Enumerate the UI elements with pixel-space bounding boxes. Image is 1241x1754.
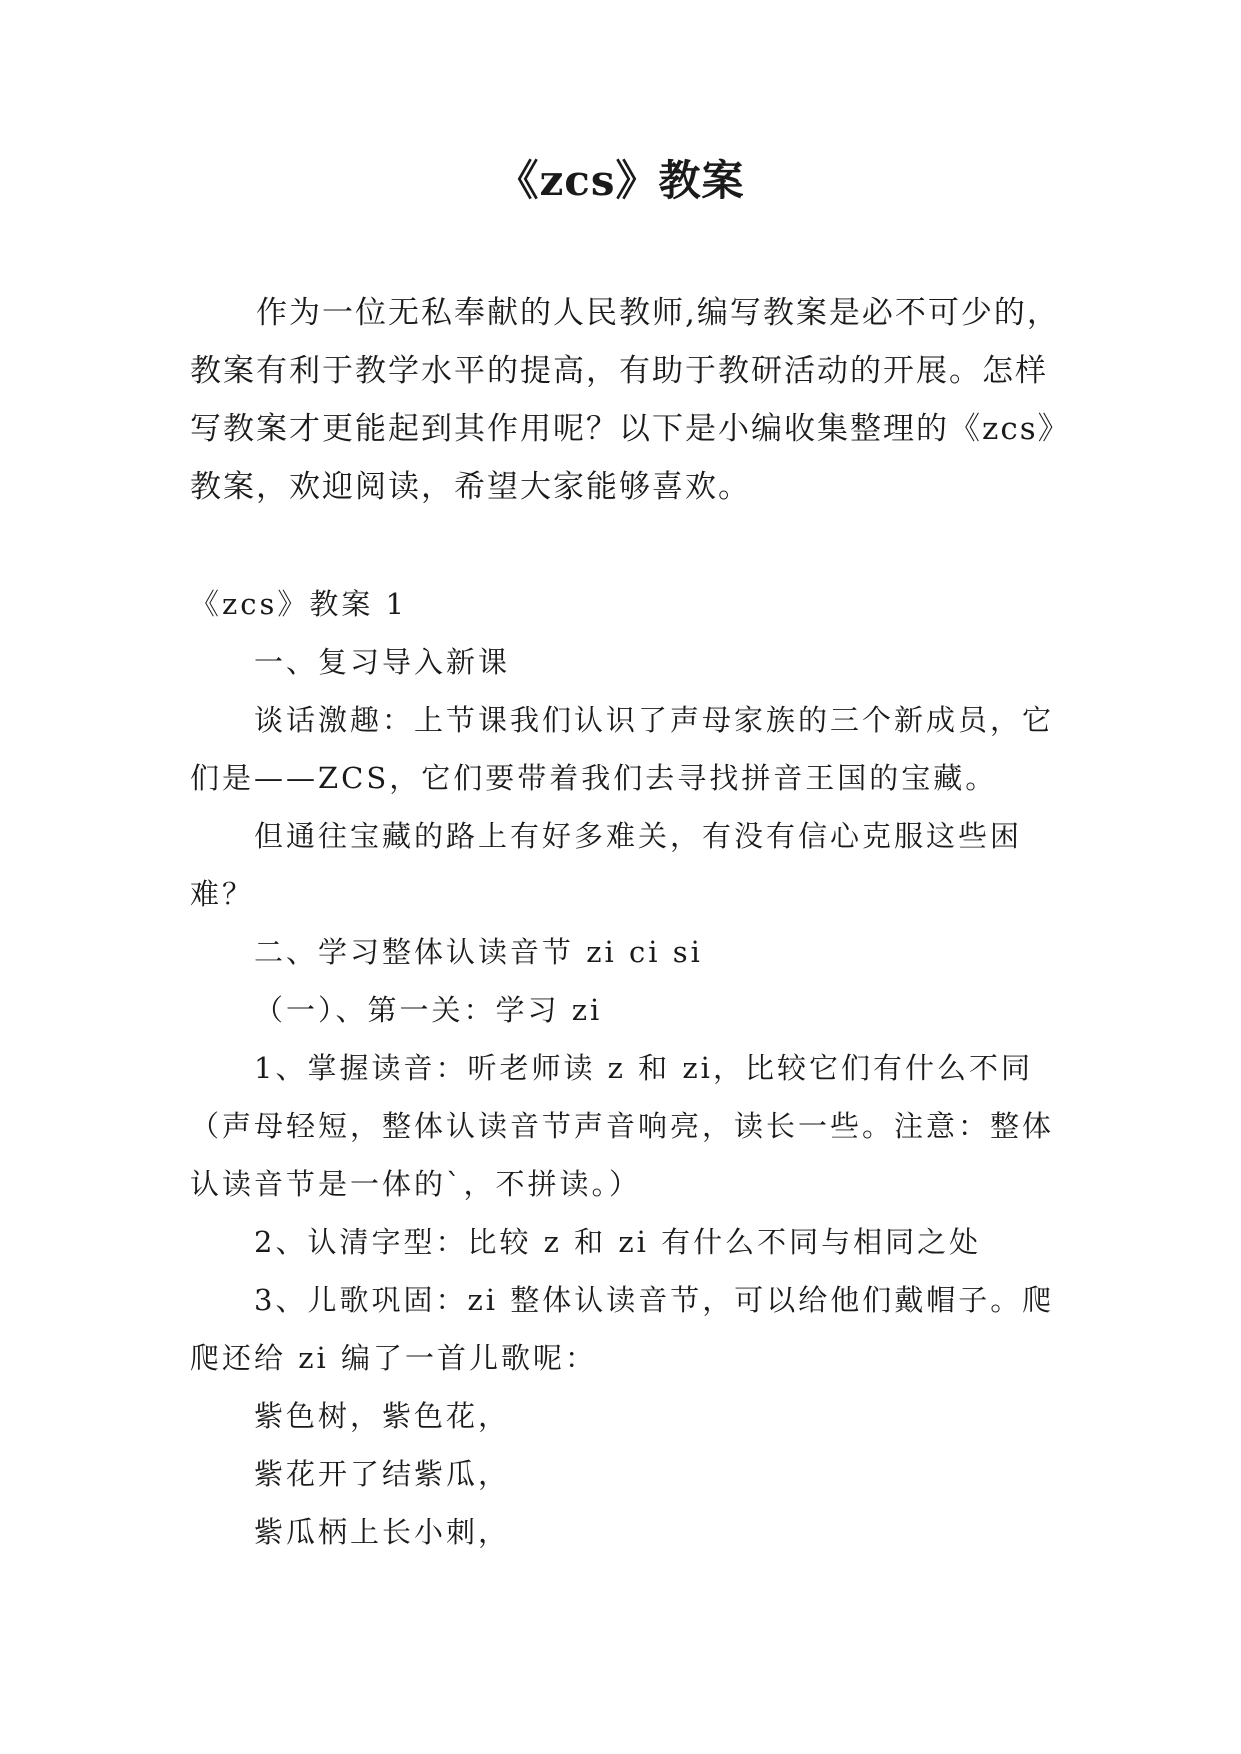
paragraph: 一、复习导入新课 [254,645,511,679]
section-heading: 《zcs》教案 1 [190,587,408,621]
paragraph: 谈话激趣：上节课我们认识了声母家族的三个新成员，它们是——ZCS，它们要带着我们去寻找拼音王国的宝藏。 [190,703,1055,795]
document-title: 《zcs》教案 [496,156,745,205]
paragraph: 但通往宝藏的路上有好多难关，有没有信心克服这些困难？ [190,819,1023,911]
paragraph: （一）、第一关：学习 zi [254,993,603,1027]
poem-line: 紫色树，紫色花， [254,1399,511,1433]
paragraph: 二、学习整体认读音节 zi ci si [254,935,703,969]
poem-line: 紫瓜柄上长小刺， [254,1515,511,1549]
poem-line: 紫花开了结紫瓜， [254,1457,511,1491]
paragraph: 2、认清字型：比较 z 和 zi 有什么不同与相同之处 [254,1225,982,1259]
paragraph: 1、掌握读音：听老师读 z 和 zi，比较它们有什么不同（声母轻短，整体认读音节声音响亮，读长一些。注意：整体认读音节是一体的`，不拼读。） [190,1051,1055,1201]
paragraph: 3、儿歌巩固：zi 整体认读音节，可以给他们戴帽子。爬爬还给 zi 编了一首儿歌呢： [190,1283,1055,1375]
document-body [190,575,1060,1561]
intro-paragraph: 作为一位无私奉献的人民教师,编写教案是必不可少的，教案有利于教学水平的提高，有助于教研活动的开展。怎样写教案才更能起到其作用呢？以下是小编收集整理的《zcs》教案，欢迎阅读，希望大家能够喜欢。 [190,295,1060,505]
